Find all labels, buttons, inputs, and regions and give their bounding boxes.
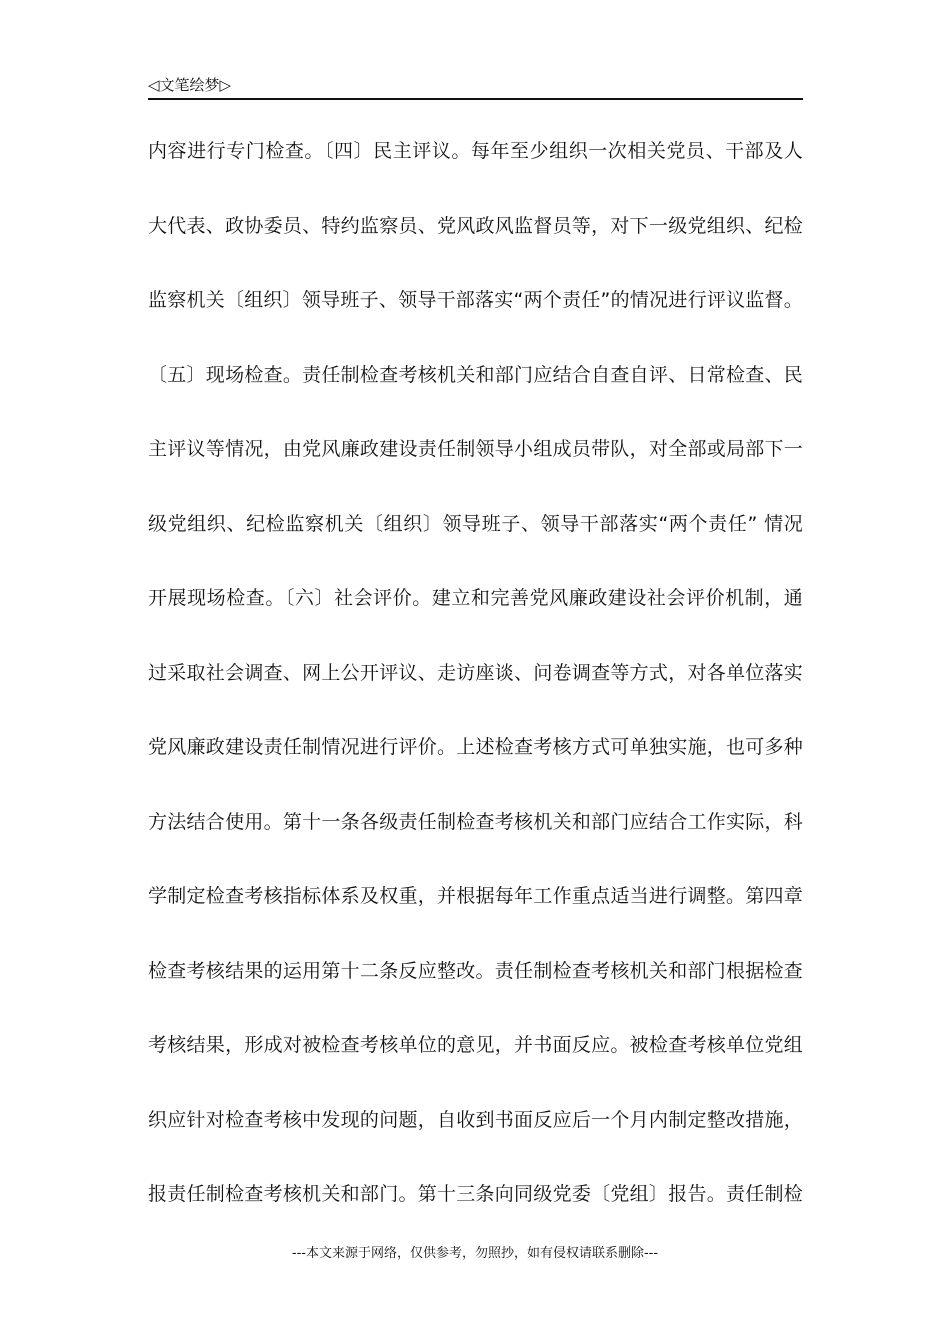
text-line-4: 〔五〕现场检查。责任制检查考核机关和部门应结合自查自评、日常检查、民 [148,363,803,386]
text-line-6: 级党组织、纪检监察机关〔组织〕领导班子、领导干部落实“两个责任” 情况 [148,512,803,535]
text-line-3: 监察机关〔组织〕领导班子、领导干部落实“两个责任”的情况进行评议监督。 [148,289,803,311]
header-title: ◁文笔绘梦▷ [148,76,232,94]
text-line-11: 学制定检查考核指标体系及权重，并根据每年工作重点适当进行调整。第四章 [148,885,803,907]
text-line-13: 考核结果，形成对被检查考核单位的意见，并书面反应。被检查考核单位党组 [148,1034,803,1056]
text-line-8: 过采取社会调查、网上公开评议、走访座谈、问卷调查等方式，对各单位落实 [148,661,803,684]
text-line-5: 主评议等情况，由党风廉政建设责任制领导小组成员带队，对全部或局部下一 [148,438,803,460]
text-line-7: 开展现场检查。〔六〕社会评价。建立和完善党风廉政建设社会评价机制，通 [148,587,803,609]
text-line-1: 内容进行专门检查。〔四〕民主评议。每年至少组织一次相关党员、干部及人 [148,140,803,162]
document-body [148,126,803,1244]
footer-disclaimer: ---本文来源于网络，仅供参考，勿照抄，如有侵权请联系删除--- [291,1246,659,1261]
text-line-2: 大代表、政协委员、特约监察员、党风政风监督员等，对下一级党组织、纪检 [148,214,803,237]
page-footer [0,1244,950,1264]
text-line-10: 方法结合使用。第十一条各级责任制检查考核机关和部门应结合工作实际，科 [148,810,803,833]
text-line-14: 织应针对检查考核中发现的问题，自收到书面反应后一个月内制定整改措施， [148,1108,803,1131]
text-line-15: 报责任制检查考核机关和部门。第十三条向同级党委〔党组〕报告。责任制检 [148,1183,803,1205]
text-line-9: 党风廉政建设责任制情况进行评价。上述检查考核方式可单独实施，也可多种 [148,736,803,758]
page-header [148,74,803,100]
text-line-12: 检查考核结果的运用第十二条反应整改。责任制检查考核机关和部门根据检查 [148,959,803,982]
